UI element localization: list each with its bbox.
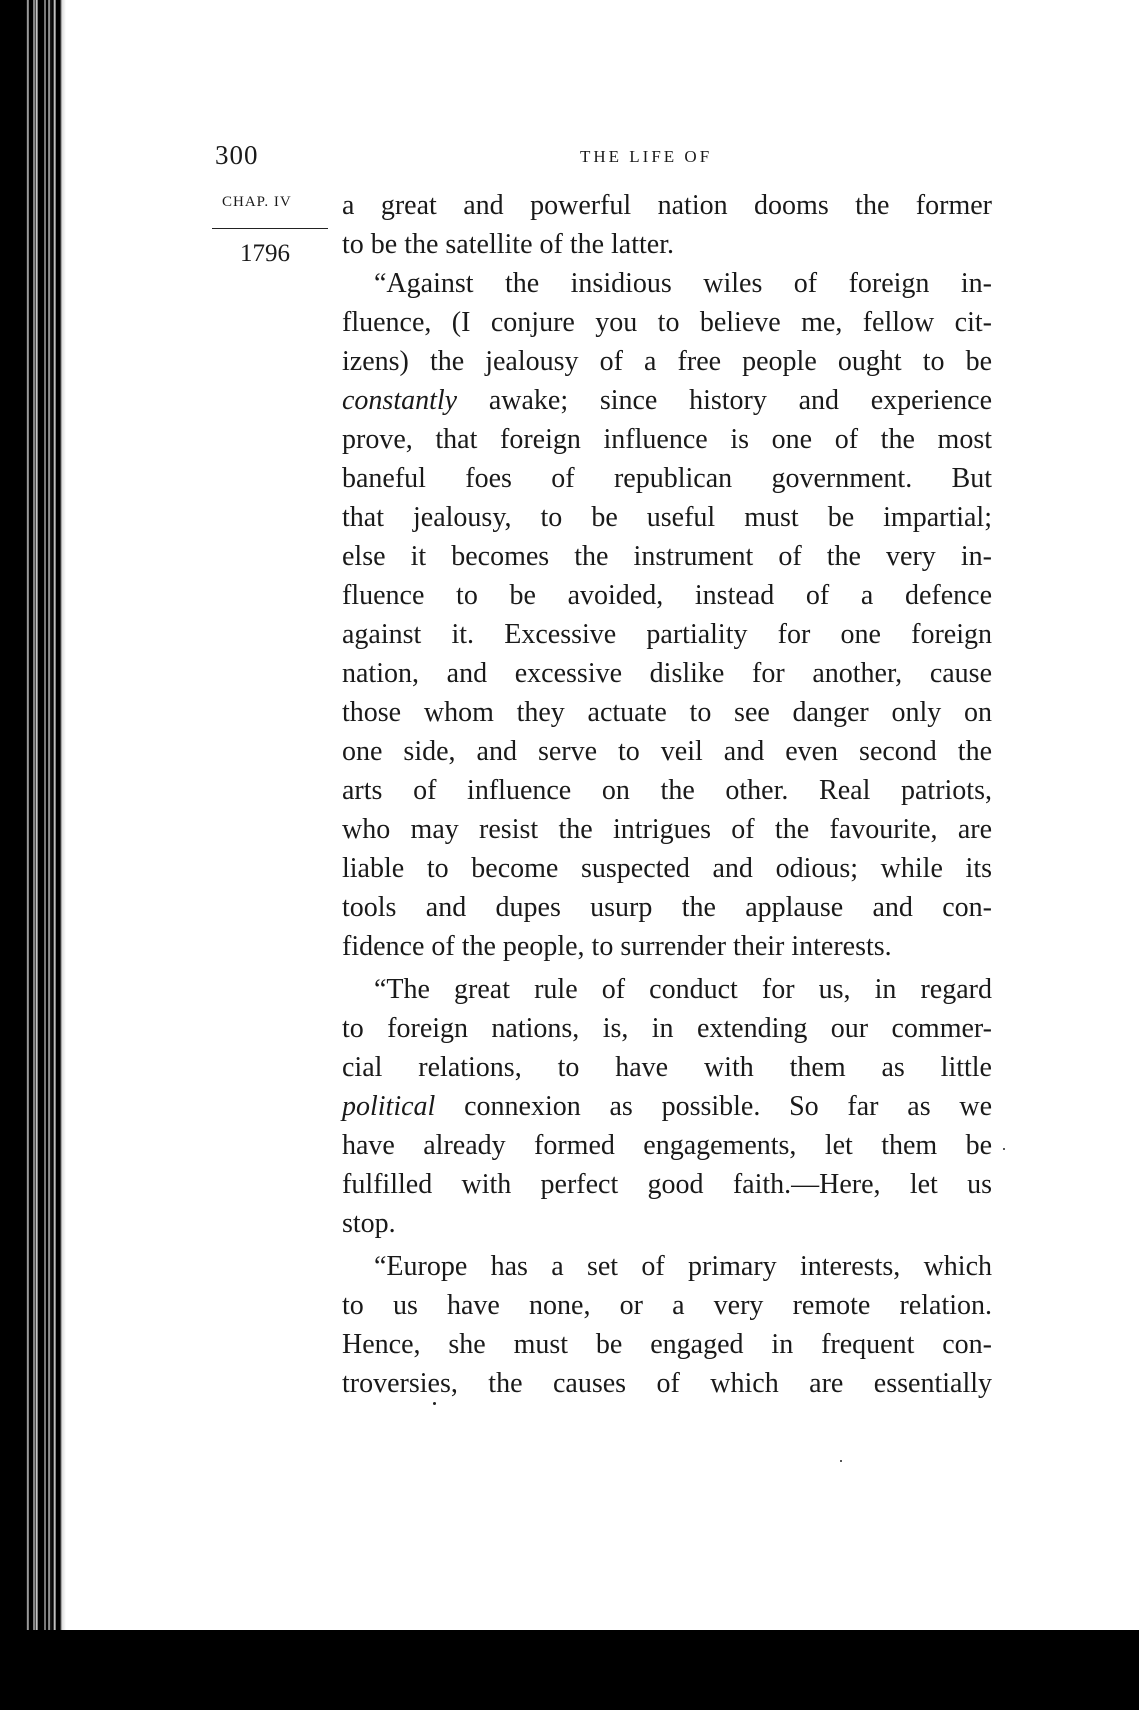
text-line: arts of influence on the other. Real patriots, <box>342 775 992 806</box>
margin-rule <box>212 228 328 229</box>
text-line: one side, and serve to veil and even second the <box>342 736 992 767</box>
text-line: baneful foes of republican government. But <box>342 463 992 494</box>
text-line: Hence, she must be engaged in frequent con- <box>342 1329 992 1360</box>
text-line: to foreign nations, is, in extending our commer- <box>342 1013 992 1044</box>
text-line: cial relations, to have with them as little <box>342 1052 992 1083</box>
page-number: 300 <box>215 140 259 170</box>
text-line: troversies, the causes of which are essentially <box>342 1368 992 1399</box>
body-text <box>342 186 992 1403</box>
italic-word: constantly <box>342 385 458 416</box>
text-line: “The great rule of conduct for us, in regard <box>374 974 992 1005</box>
text-line: else it becomes the instrument of the very in- <box>342 541 992 572</box>
scan-bottom-edge <box>0 1630 1139 1710</box>
text-line: fluence, (I conjure you to believe me, fellow cit- <box>342 307 992 338</box>
scan-speck <box>840 1460 842 1462</box>
text-line: izens) the jealousy of a free people ought to be <box>342 346 992 377</box>
binding-edge <box>0 0 68 1710</box>
text-line: liable to become suspected and odious; while its <box>342 853 992 884</box>
text-line: a great and powerful nation dooms the former <box>342 190 992 221</box>
margin-chapter-label: CHAP. IV <box>222 194 292 210</box>
text-line: fulfilled with perfect good faith.—Here, let us <box>342 1169 992 1200</box>
text-fragment: connexion as possible. So far as we <box>435 1091 992 1122</box>
text-line: fidence of the people, to surrender their interests. <box>342 931 892 962</box>
text-line: stop. <box>342 1208 396 1239</box>
text-line-with-italic <box>342 381 992 420</box>
text-line: tools and dupes usurp the applause and con- <box>342 892 992 923</box>
text-line: “Against the insidious wiles of foreign in- <box>374 268 992 299</box>
text-line: against it. Excessive partiality for one foreign <box>342 619 992 650</box>
running-head: THE LIFE OF <box>580 147 713 166</box>
scan-speck <box>1003 1148 1005 1150</box>
text-line: who may resist the intrigues of the favourite, are <box>342 814 992 845</box>
text-line: those whom they actuate to see danger only on <box>342 697 992 728</box>
text-line-with-italic <box>342 1087 992 1126</box>
scan-speck <box>433 1402 436 1405</box>
text-line: have already formed engagements, let them be <box>342 1130 992 1161</box>
margin-year-label: 1796 <box>240 240 290 267</box>
text-line: fluence to be avoided, instead of a defence <box>342 580 992 611</box>
italic-word: political <box>342 1091 436 1122</box>
text-line: to us have none, or a very remote relation. <box>342 1290 992 1321</box>
text-line: that jealousy, to be useful must be impartial; <box>342 502 992 533</box>
text-line: nation, and excessive dislike for another, cause <box>342 658 992 689</box>
text-fragment: awake; since history and experience <box>457 385 992 416</box>
text-line: prove, that foreign influence is one of the most <box>342 424 992 455</box>
text-line: “Europe has a set of primary interests, which <box>374 1251 992 1282</box>
text-line: to be the satellite of the latter. <box>342 229 674 260</box>
